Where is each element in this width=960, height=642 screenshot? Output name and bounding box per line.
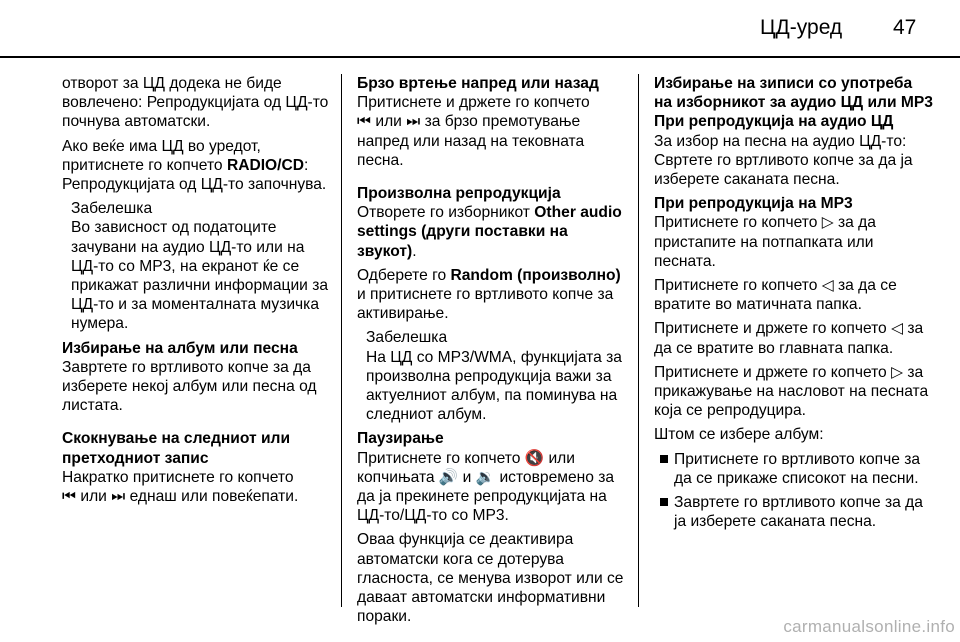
paragraph: ⏮ или ⏭ за брзо премотување напред или назад на тековната песна.	[357, 113, 585, 169]
text: и притиснете го вртливото копче за активирање.	[357, 286, 614, 323]
section-heading: Избирање на зиписи со употреба на изборникот за аудио ЦД или MP3	[654, 75, 933, 112]
paragraph: Притиснете и држете го копчето ◁ за да се вратите во главната папка.	[654, 320, 924, 357]
page-title: ЦД-уред	[760, 16, 843, 39]
note-box	[71, 199, 332, 333]
paragraph: Притиснете го копчето 🔇 или копчињата 🔊 и 🔉 истовремено за да ја прекинете репродукцијата на ЦД-то/ЦД-то со MP3.	[357, 449, 615, 525]
paragraph: Притиснете и држете го копчето	[357, 94, 590, 112]
note-text: На ЦД со MP3/WMA, функцијата за произволна репродукција важи за актуелниот албум, па поминува на следниот албум.	[366, 348, 622, 424]
column-1	[62, 74, 332, 511]
paragraph: Притиснете го копчето ▷ за да пристапите на потпапката или песната.	[654, 214, 876, 270]
paragraph	[357, 266, 627, 324]
paragraph: ⏮ или ⏭ еднаш или повеќепати.	[62, 488, 299, 506]
column-3	[654, 74, 934, 536]
list-item	[654, 450, 934, 488]
note-title: Забелешка	[366, 329, 448, 347]
option-name: Random (произволно)	[450, 266, 621, 284]
button-name-radio-cd: RADIO/CD	[226, 156, 305, 174]
list-item-text: Завртете го вртливото копче за да ја изберете саканата песна.	[674, 494, 923, 531]
note-text: Во зависност од податоците зачувани на аудио ЦД-то или на ЦД-то со MP3, на екранот ќе се прикажат различни информации за ЦД-то и за моменталната музичка нумера.	[71, 219, 329, 333]
paragraph: Накратко притиснете го копчето	[62, 468, 294, 486]
column-divider	[638, 74, 639, 607]
note-box	[366, 328, 627, 424]
bullet-icon	[660, 455, 668, 463]
paragraph: Штом се избере албум:	[654, 426, 824, 444]
section-heading: Произволна репродукција	[357, 185, 561, 203]
section-heading: Паузирање	[357, 430, 444, 448]
note-title: Забелешка	[71, 200, 153, 218]
menu-name: Other audio settings (други поставки на звукот)	[357, 204, 622, 260]
section-heading: Избирање на албум или песна	[62, 339, 298, 357]
list-item	[654, 493, 934, 531]
text: Отворете го изборникот	[357, 204, 535, 222]
bullet-icon	[660, 498, 668, 506]
section-heading: Брзо вртење напред или назад	[357, 75, 599, 92]
watermark: carmanualsonline.info	[783, 617, 955, 636]
paragraph: Притиснете и држете го копчето ▷ за прикажување на насловот на песната која се репродуцира.	[654, 363, 929, 420]
column-divider	[341, 74, 342, 607]
paragraph	[357, 203, 627, 261]
paragraph: Оваа функција се деактивира автоматски кога се дотерува гласноста, се менува изворот или се даваат автоматски информативни пораки.	[357, 531, 624, 626]
paragraph: Завртете го вртливото копче за да изберете некој албум или песна од листата.	[62, 358, 317, 415]
header-divider	[0, 56, 960, 58]
section-heading: Скокнување на следниот или претходниот запис	[62, 430, 291, 467]
subsection-heading: При репродукција на MP3	[654, 195, 853, 213]
text: Ако веќе има ЦД во уредот, притиснете го копчето	[62, 137, 261, 174]
paragraph: отворот за ЦД додека не биде вовлечено: Репродукцијата од ЦД-то почнува автоматски.	[62, 75, 329, 131]
text: .	[412, 242, 417, 260]
paragraph: Притиснете го копчето ◁ за да се вратите во матичната папка.	[654, 277, 897, 314]
column-2	[357, 74, 627, 631]
text: Одберете го	[357, 266, 451, 284]
text: : Репродукцијата од ЦД-то започнува.	[62, 156, 327, 194]
list-item-text: Притиснете го вртливото копче за да се прикаже списокот на песни.	[674, 450, 921, 487]
paragraph: За избор на песна на аудио ЦД-то: Свртете го вртливото копче за да ја изберете саканата песна.	[654, 132, 913, 189]
page-number: 47	[893, 16, 917, 39]
subsection-heading: При репродукција на аудио ЦД	[654, 113, 894, 131]
paragraph	[62, 137, 332, 195]
